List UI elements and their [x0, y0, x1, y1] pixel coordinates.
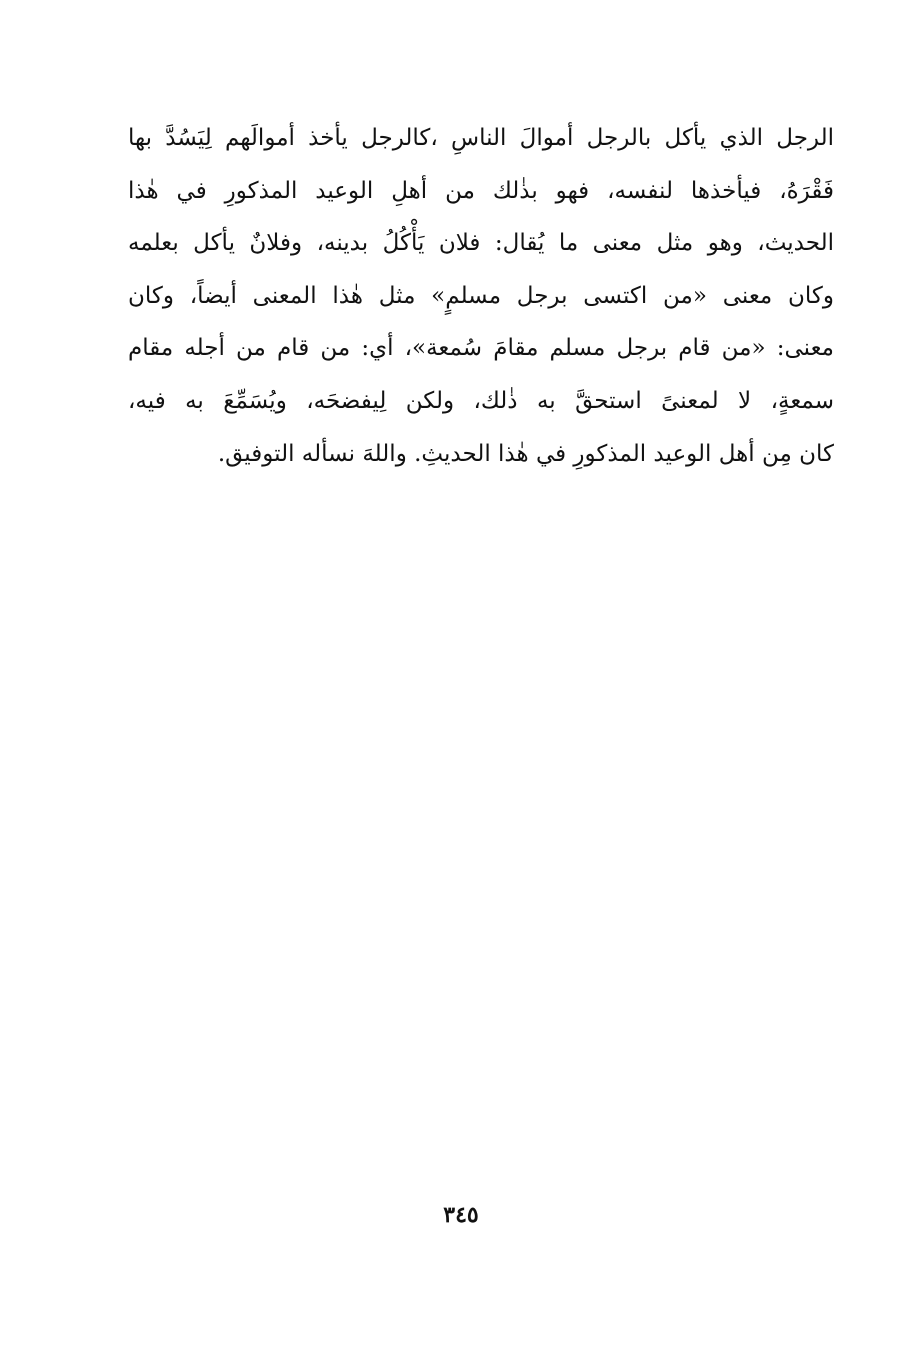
text-line-3: الحديث، وهو مثل معنى ما يُقال: فلان يَأْكُلُ بدينه، وفلانٌ يأكل بعلمه: [128, 230, 834, 257]
text-line-6: سمعةٍ، لا لمعنىً استحقَّ به ذٰلك، ولكن لِيفضحَه، ويُسَمِّعَ به فيه،: [128, 387, 834, 414]
body-text: [128, 112, 834, 480]
text-line-1: الرجل الذي يأكل بالرجل أموالَ الناسِ ،كالرجل يأخذ أموالَهم لِيَسُدَّ بها: [128, 125, 834, 151]
text-line-7: كان مِن أهل الوعيد المذكورِ في هٰذا الحديثِ. واللهَ نسأله التوفيق.: [217, 440, 834, 467]
page-number: ٣٤٥: [443, 1202, 479, 1228]
text-line-2: فَقْرَهُ، فيأخذها لنفسه، فهو بذٰلك من أهلِ الوعيد المذكورِ في هٰذا: [128, 177, 834, 204]
text-line-4: وكان معنى «من اكتسى برجل مسلمٍ» مثل هٰذا المعنى أيضاً، وكان: [128, 282, 834, 309]
text-line-5: معنى: «من قام برجل مسلم مقامَ سُمعة»، أي: من قام من أجله مقام: [128, 335, 834, 362]
